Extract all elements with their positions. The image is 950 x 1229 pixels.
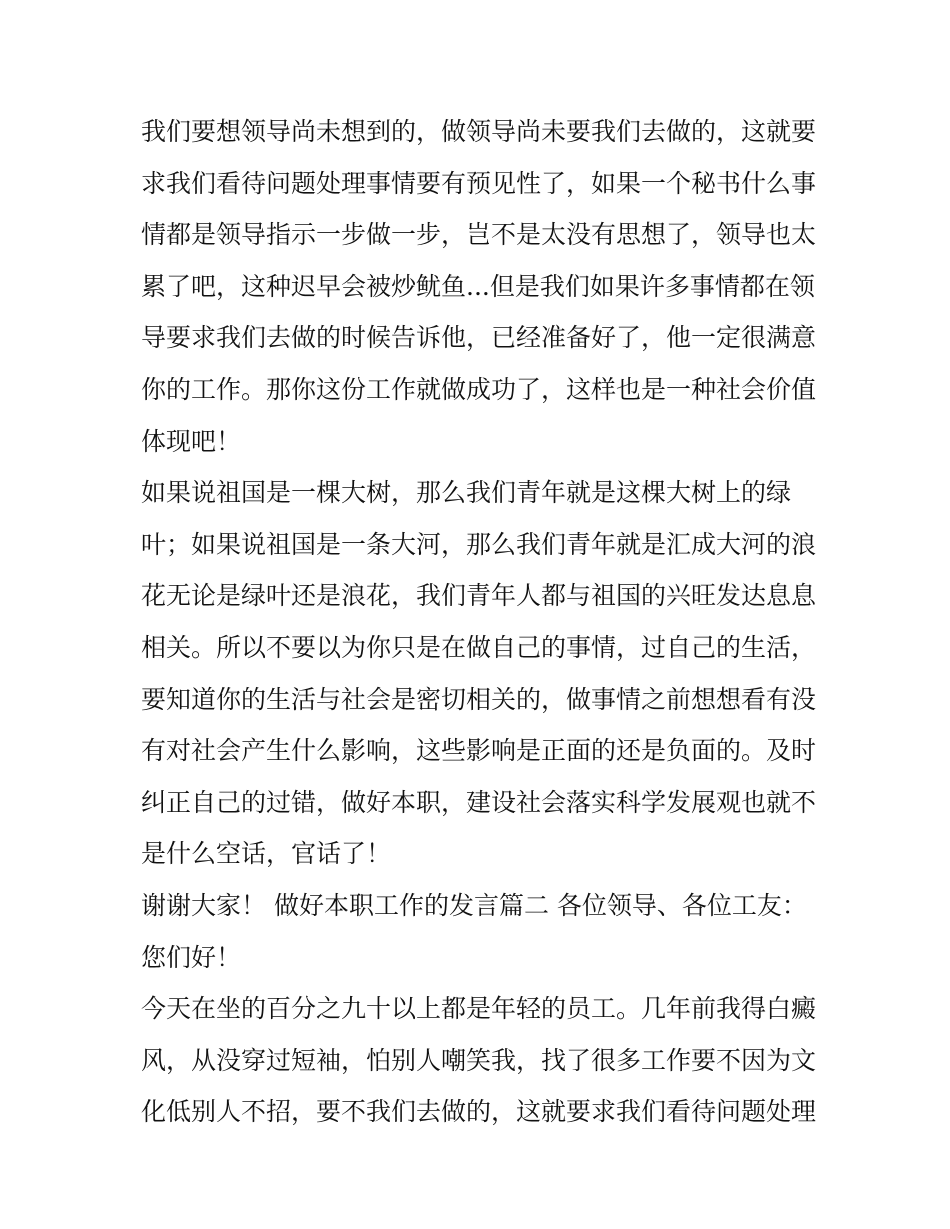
text-line: 体现吧！ xyxy=(141,426,242,456)
text-line: 您们好！ xyxy=(141,942,242,972)
text-line: 花无论是绿叶还是浪花，我们青年人都与祖国的兴旺发达息息 xyxy=(141,581,817,611)
text-line: 叶；如果说祖国是一条大河，那么我们青年就是汇成大河的浪 xyxy=(141,529,817,559)
body-text xyxy=(141,106,821,1138)
text-line: 如果说祖国是一棵大树，那么我们青年就是这棵大树上的绿 xyxy=(141,478,792,508)
text-line: 相关。所以不要以为你只是在做自己的事情，过自己的生活， xyxy=(141,632,817,662)
text-line: 情都是领导指示一步做一步，岂不是太没有思想了，领导也太 xyxy=(141,220,817,250)
text-line: 有对社会产生什么影响，这些影响是正面的还是负面的。及时 xyxy=(141,736,817,766)
text-line: 你的工作。那你这份工作就做成功了，这样也是一种社会价值 xyxy=(141,374,817,404)
text-line: 纠正自己的过错，做好本职，建设社会落实科学发展观也就不 xyxy=(141,787,817,817)
text-line: 导要求我们去做的时候告诉他，已经准备好了，他一定很满意 xyxy=(141,323,817,353)
text-line: 累了吧，这种迟早会被炒鱿鱼...但是我们如果许多事情都在领 xyxy=(141,271,815,301)
text-line: 化低别人不招，要不我们去做的，这就要求我们看待问题处理 xyxy=(141,1097,817,1127)
text-line: 要知道你的生活与社会是密切相关的，做事情之前想想看有没 xyxy=(141,684,817,714)
text-line: 谢谢大家！ 做好本职工作的发言篇二 各位领导、各位工友： xyxy=(141,890,807,920)
text-line: 我们要想领导尚未想到的，做领导尚未要我们去做的，这就要 xyxy=(141,117,817,146)
text-line: 求我们看待问题处理事情要有预见性了，如果一个秘书什么事 xyxy=(141,168,817,198)
text-line: 风，从没穿过短袖，怕别人嘲笑我，找了很多工作要不因为文 xyxy=(141,1045,817,1075)
text-line: 今天在坐的百分之九十以上都是年轻的员工。几年前我得白癜 xyxy=(141,994,817,1024)
text-line: 是什么空话，官话了！ xyxy=(141,839,392,869)
